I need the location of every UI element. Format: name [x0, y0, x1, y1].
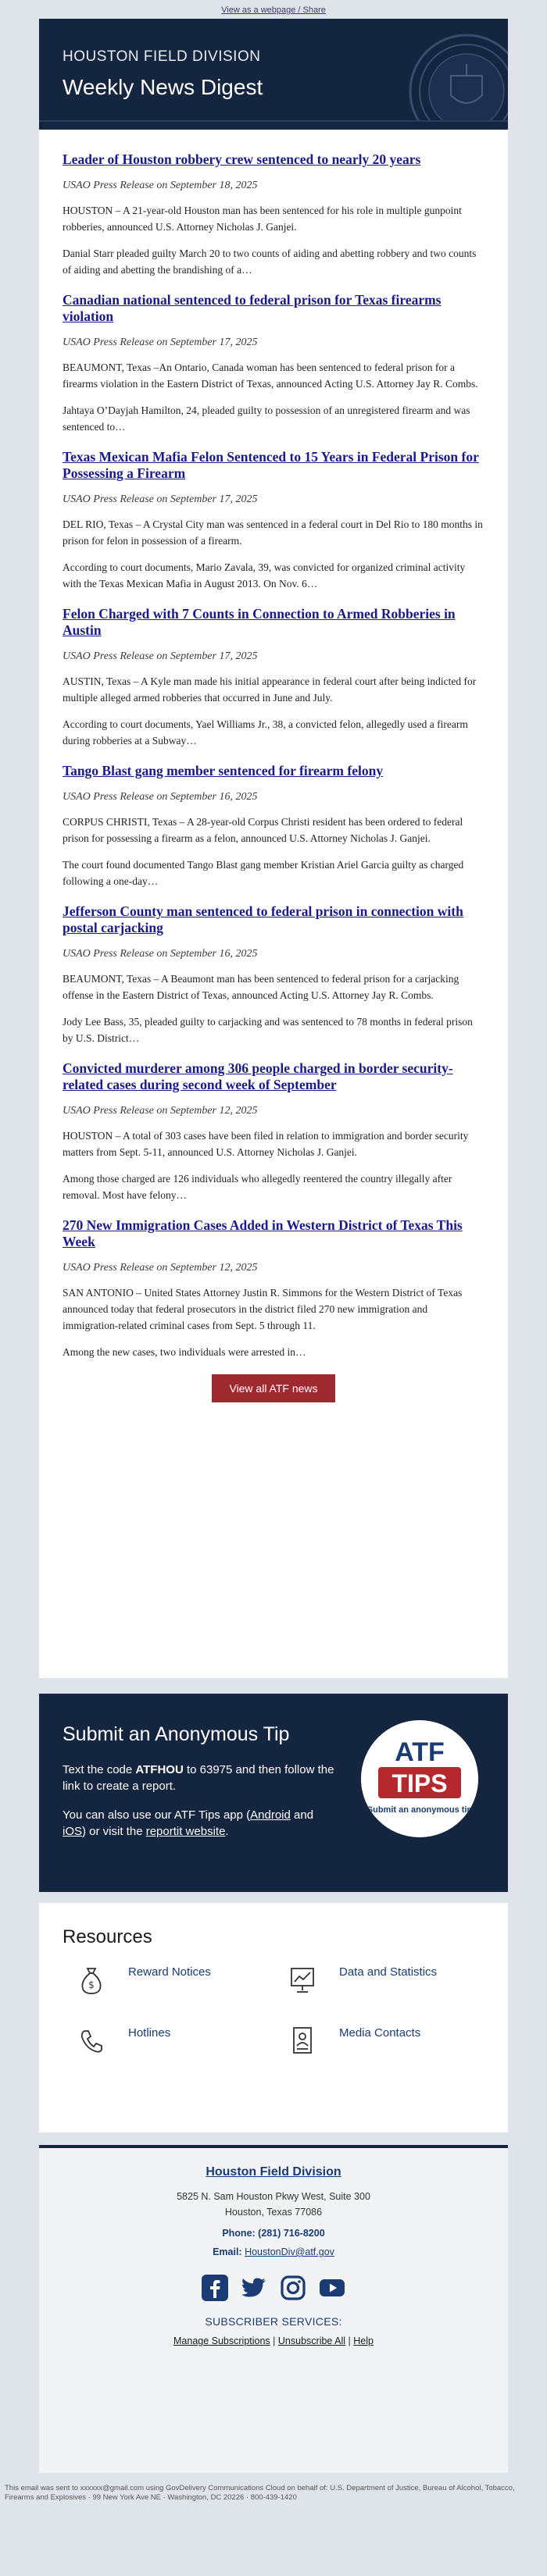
article-source: USAO Press Release on September 17, 2025 — [63, 650, 258, 662]
article-source: USAO Press Release on September 16, 2025 — [63, 948, 258, 960]
help-link[interactable]: Help — [353, 2336, 374, 2346]
resource-hotlines[interactable] — [63, 2025, 274, 2086]
article-source: USAO Press Release on September 17, 2025 — [63, 337, 258, 348]
phone-number: (281) 716-8200 — [258, 2228, 325, 2239]
badge-atf-text: ATF — [395, 1737, 445, 1767]
article-item — [63, 1217, 484, 1360]
tip-and: and — [290, 1808, 314, 1822]
article-excerpt: The court found documented Tango Blast gang member Kristian Ariel Garcia guilty as charged following a one-day… — [63, 859, 464, 887]
article-excerpt: Among those charged are 126 individuals who allegedly reentered the country illegally after removal. Most have felony… — [63, 1173, 452, 1201]
link-separator: | — [273, 2336, 276, 2346]
article-excerpt: According to court documents, Mario Zavala, 39, was convicted for organized criminal activity with the Texas Mexican Mafia in August 2013. On Nov. 6… — [63, 561, 466, 590]
bottom-disclaimer: This email was sent to xxxxxx@gmail.com using GovDelivery Communications Cloud on behalf of: U.S. Department of Justice, Bureau of Alcohol, Tobacco, Firearms and Explosives · 99 New York Ave NE · Washington, DC 20226 · 800-439-1420 — [5, 2484, 515, 2502]
article-source: USAO Press Release on September 17, 2025 — [63, 493, 258, 505]
article-source: USAO Press Release on September 12, 2025 — [63, 1105, 258, 1117]
youtube-icon[interactable] — [319, 2275, 345, 2301]
resource-reward-notices[interactable] — [63, 1964, 274, 2025]
phone-label: Phone: — [222, 2228, 256, 2239]
article-lead: BEAUMONT, Texas –An Ontario, Canada woman has been sentenced to federal prison for a firearms violation in the Eastern District of Texas, announced Acting U.S. Attorney Jay R. Combs. — [63, 362, 478, 390]
money-bag-icon — [78, 1964, 105, 1995]
badge-caption: Submit an anonymous tip — [366, 1805, 473, 1815]
article-excerpt: According to court documents, Yael Williams Jr., 38, a convicted felon, allegedly used a firearm during robberies at a Subway… — [63, 718, 468, 746]
article-heading — [63, 606, 484, 639]
article-item — [63, 449, 484, 592]
article-heading — [63, 1217, 484, 1250]
footer-email — [39, 2246, 508, 2257]
footer-address — [39, 2189, 508, 2220]
tip-app-text — [63, 1807, 336, 1840]
contact-book-icon — [289, 2025, 316, 2056]
article-title-link[interactable]: Texas Mexican Mafia Felon Sentenced to 15 Years in Federal Prison for Possessing a Firearm — [63, 449, 479, 481]
instagram-icon[interactable] — [280, 2275, 306, 2301]
address-line-1: 5825 N. Sam Houston Pkwy West, Suite 300 — [177, 2191, 370, 2202]
svg-text:$: $ — [88, 1979, 95, 1990]
article-title-link[interactable]: Tango Blast gang member sentenced for firearm felony — [63, 763, 384, 779]
article-title-link[interactable]: Leader of Houston robbery crew sentenced to nearly 20 years — [63, 151, 421, 167]
article-title-link[interactable]: Canadian national sentenced to federal prison for Texas firearms violation — [63, 292, 442, 324]
article-lead: DEL RIO, Texas – A Crystal City man was sentenced in a federal court in Del Rio to 180 months in prison for felon in possession of a firearm. — [63, 518, 483, 547]
article-item — [63, 1060, 484, 1203]
resources-section — [39, 1903, 508, 2132]
resource-data-statistics[interactable] — [274, 1964, 484, 2025]
android-link[interactable]: Android — [250, 1808, 291, 1822]
email-container — [39, 19, 508, 2473]
manage-subscriptions-link[interactable]: Manage Subscriptions — [173, 2336, 270, 2346]
article-source: USAO Press Release on September 16, 2025 — [63, 791, 258, 803]
header-banner — [39, 19, 508, 130]
address-line-2: Houston, Texas 77086 — [224, 2207, 323, 2218]
footer-division-link[interactable]: Houston Field Division — [206, 2165, 341, 2179]
tip-text-prefix: Text the code — [63, 1763, 136, 1776]
atf-seal-icon — [408, 33, 508, 130]
ios-link[interactable]: iOS — [63, 1825, 83, 1838]
resource-label: Media Contacts — [339, 2026, 421, 2040]
article-source: USAO Press Release on September 12, 2025 — [63, 1262, 258, 1274]
header-stripe — [39, 120, 508, 130]
article-list — [63, 151, 484, 1360]
division-name: HOUSTON FIELD DIVISION — [63, 48, 261, 65]
phone-icon — [78, 2025, 105, 2056]
resources-title: Resources — [63, 1926, 152, 1947]
article-heading — [63, 1060, 484, 1093]
article-item — [63, 763, 484, 889]
article-lead: AUSTIN, Texas – A Kyle man made his initial appearance in federal court after being indicted for multiple alleged armed robberies that occurred in June and July. — [63, 675, 477, 704]
tip-text-suffix: to 63975 and then follow the link to create a report. — [63, 1763, 334, 1793]
resource-label: Reward Notices — [128, 1965, 211, 1979]
news-content — [39, 130, 508, 1678]
view-as-webpage-link[interactable]: View as a webpage / Share — [221, 5, 326, 15]
view-all-wrap — [63, 1374, 484, 1402]
article-item — [63, 903, 484, 1046]
top-bar — [0, 0, 547, 19]
footer-phone — [39, 2228, 508, 2239]
article-title-link[interactable]: Felon Charged with 7 Counts in Connection to Armed Robberies in Austin — [63, 606, 456, 638]
resources-grid — [63, 1964, 484, 2086]
article-excerpt: Among the new cases, two individuals were arrested in… — [63, 1346, 306, 1358]
anonymous-tip-section — [39, 1694, 508, 1892]
article-excerpt: Danial Starr pleaded guilty March 20 to two counts of aiding and abetting robbery and two counts of aiding and abetting the brandishing of a… — [63, 248, 477, 276]
resource-label: Hotlines — [128, 2026, 171, 2040]
tip-title: Submit an Anonymous Tip — [63, 1723, 290, 1745]
tip-app-mid: ) or visit the — [82, 1825, 146, 1838]
footer — [39, 2145, 508, 2473]
article-source: USAO Press Release on September 18, 2025 — [63, 180, 258, 191]
chart-board-icon — [289, 1964, 316, 1995]
article-lead: BEAUMONT, Texas – A Beaumont man has been sentenced to federal prison for a carjacking offense in the Eastern District of Texas, announced Acting U.S. Attorney Jay R. Combs. — [63, 973, 459, 1001]
article-lead: CORPUS CHRISTI, Texas – A 28-year-old Corpus Christi resident has been ordered to federal prison for possessing a firearm as a felon, announced U.S. Attorney Nicholas J. Ganjei. — [63, 816, 463, 844]
reportit-website-link[interactable]: reportit website — [145, 1825, 226, 1838]
article-lead: SAN ANTONIO – United States Attorney Justin R. Simmons for the Western District of Texas announced today that federal prosecutors in the district filed 270 new immigration and immigration-related criminal cases from Sept. 5 through 11. — [63, 1287, 463, 1331]
badge-tips-text: TIPS — [391, 1769, 448, 1797]
tip-code: ATFHOU — [135, 1763, 184, 1776]
article-item — [63, 151, 484, 278]
atf-tips-badge-icon[interactable] — [361, 1720, 478, 1837]
article-heading — [63, 292, 484, 325]
digest-title: Weekly News Digest — [63, 75, 263, 99]
article-title-link[interactable]: Jefferson County man sentenced to federal prison in connection with postal carjacking — [63, 903, 463, 935]
tip-text — [63, 1762, 336, 1794]
article-lead: HOUSTON – A 21-year-old Houston man has been sentenced for his role in multiple gunpoint robberies, announced U.S. Attorney Nicholas J. Ganjei. — [63, 205, 462, 233]
article-lead: HOUSTON – A total of 303 cases have been filed in relation to immigration and border security matters from Sept. 5-11, announced U.S. Attorney Nicholas J. Ganjei. — [63, 1130, 469, 1158]
link-separator: | — [348, 2336, 351, 2346]
resource-label: Data and Statistics — [339, 1965, 438, 1979]
tip-app-prefix: You can also use our ATF Tips app ( — [63, 1808, 251, 1822]
article-heading — [63, 763, 484, 779]
article-heading — [63, 151, 484, 168]
article-excerpt: Jody Lee Bass, 35, pleaded guilty to carjacking and was sentenced to 78 months in federal prison by U.S. District… — [63, 1016, 473, 1044]
facebook-icon[interactable] — [202, 2275, 228, 2301]
resource-media-contacts[interactable] — [274, 2025, 484, 2086]
email-label: Email: — [213, 2246, 242, 2257]
article-title-link[interactable]: Convicted murderer among 306 people charged in border security-related cases during second week of September — [63, 1060, 453, 1092]
social-links — [39, 2275, 508, 2301]
email-link[interactable]: HoustonDiv@atf.gov — [245, 2246, 334, 2257]
article-heading — [63, 449, 484, 482]
unsubscribe-all-link[interactable]: Unsubscribe All — [277, 2336, 346, 2346]
article-item — [63, 606, 484, 749]
article-excerpt: Jahtaya O’Dayjah Hamilton, 24, pleaded guilty to possession of an unregistered firearm and was sentenced to… — [63, 404, 470, 433]
article-title-link[interactable]: 270 New Immigration Cases Added in Western District of Texas This Week — [63, 1217, 463, 1249]
subscriber-links — [39, 2336, 508, 2346]
view-all-news-button[interactable]: View all ATF news — [212, 1374, 334, 1402]
subscriber-services-label: SUBSCRIBER SERVICES: — [205, 2315, 342, 2328]
article-item — [63, 292, 484, 435]
twitter-icon[interactable] — [241, 2275, 267, 2301]
tip-app-end: . — [225, 1825, 229, 1838]
article-heading — [63, 903, 484, 936]
